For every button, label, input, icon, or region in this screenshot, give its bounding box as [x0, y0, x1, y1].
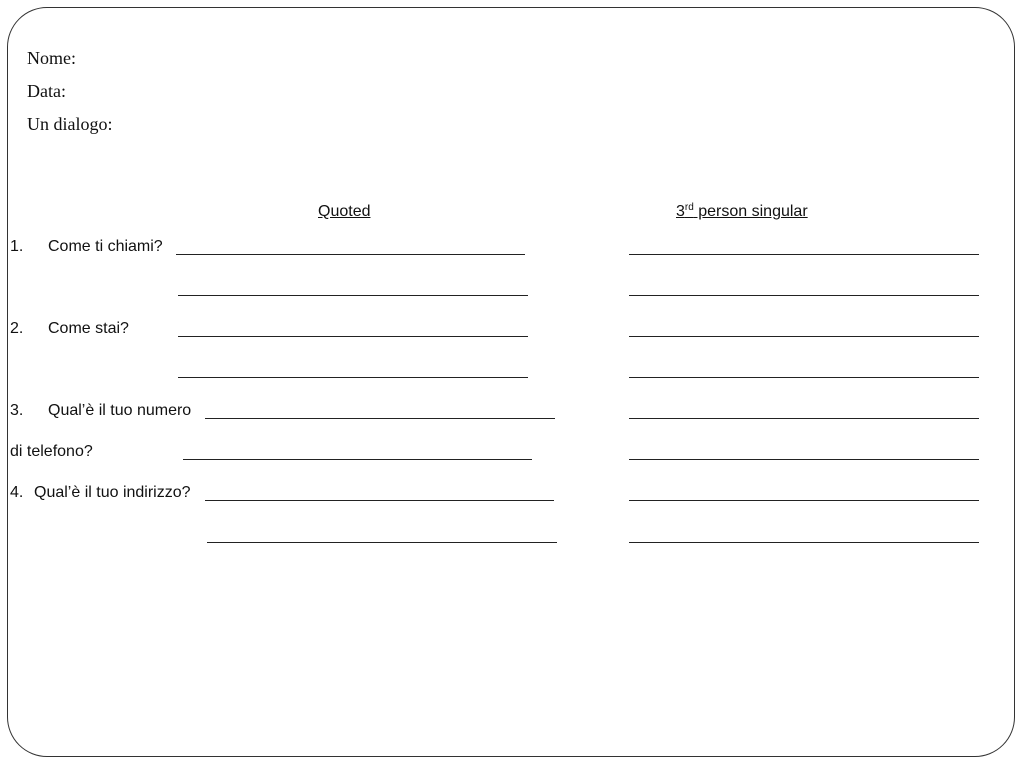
question-4-number: 4. — [10, 484, 24, 501]
question-2-reported-line-1[interactable] — [629, 336, 979, 337]
question-1-reported-line-2[interactable] — [629, 295, 979, 296]
question-3-text: Qual’è il tuo numero — [48, 402, 192, 419]
column-header-reported — [676, 203, 808, 221]
worksheet-title: Un dialogo: — [27, 114, 113, 134]
question-2-text: Come stai? — [48, 320, 129, 337]
worksheet-slide — [7, 7, 1015, 757]
question-2-reported-line-2[interactable] — [629, 377, 979, 378]
question-1-text: Come ti chiami? — [48, 238, 163, 255]
date-label: Data: — [27, 81, 66, 101]
column-header-reported-suffix: rd — [684, 202, 694, 213]
question-4-text: Qual’è il tuo indirizzo? — [34, 484, 191, 501]
question-2-quoted-line-2[interactable] — [178, 377, 528, 378]
name-label: Nome: — [27, 48, 76, 68]
question-4-quoted-line-2[interactable] — [207, 542, 557, 543]
question-4-reported-line-1[interactable] — [629, 500, 979, 501]
question-2-quoted-line-1[interactable] — [178, 336, 528, 337]
column-header-quoted: Quoted — [318, 203, 371, 220]
question-1-quoted-line-1[interactable] — [176, 254, 525, 255]
question-3-number: 3. — [10, 402, 24, 419]
question-3-reported-line-1[interactable] — [629, 418, 979, 419]
question-1-number: 1. — [10, 238, 24, 255]
question-1-quoted-line-2[interactable] — [178, 295, 528, 296]
question-4-quoted-line-1[interactable] — [205, 500, 554, 501]
question-3-quoted-line-1[interactable] — [205, 418, 555, 419]
column-header-reported-rest: person singular — [693, 203, 808, 220]
question-4-reported-line-2[interactable] — [629, 542, 979, 543]
column-header-reported-number: 3 — [676, 203, 685, 220]
question-3-continuation: di telefono? — [10, 443, 93, 460]
question-2-number: 2. — [10, 320, 24, 337]
question-1-reported-line-1[interactable] — [629, 254, 979, 255]
question-3-reported-line-2[interactable] — [629, 459, 979, 460]
question-3-quoted-line-2[interactable] — [183, 459, 532, 460]
